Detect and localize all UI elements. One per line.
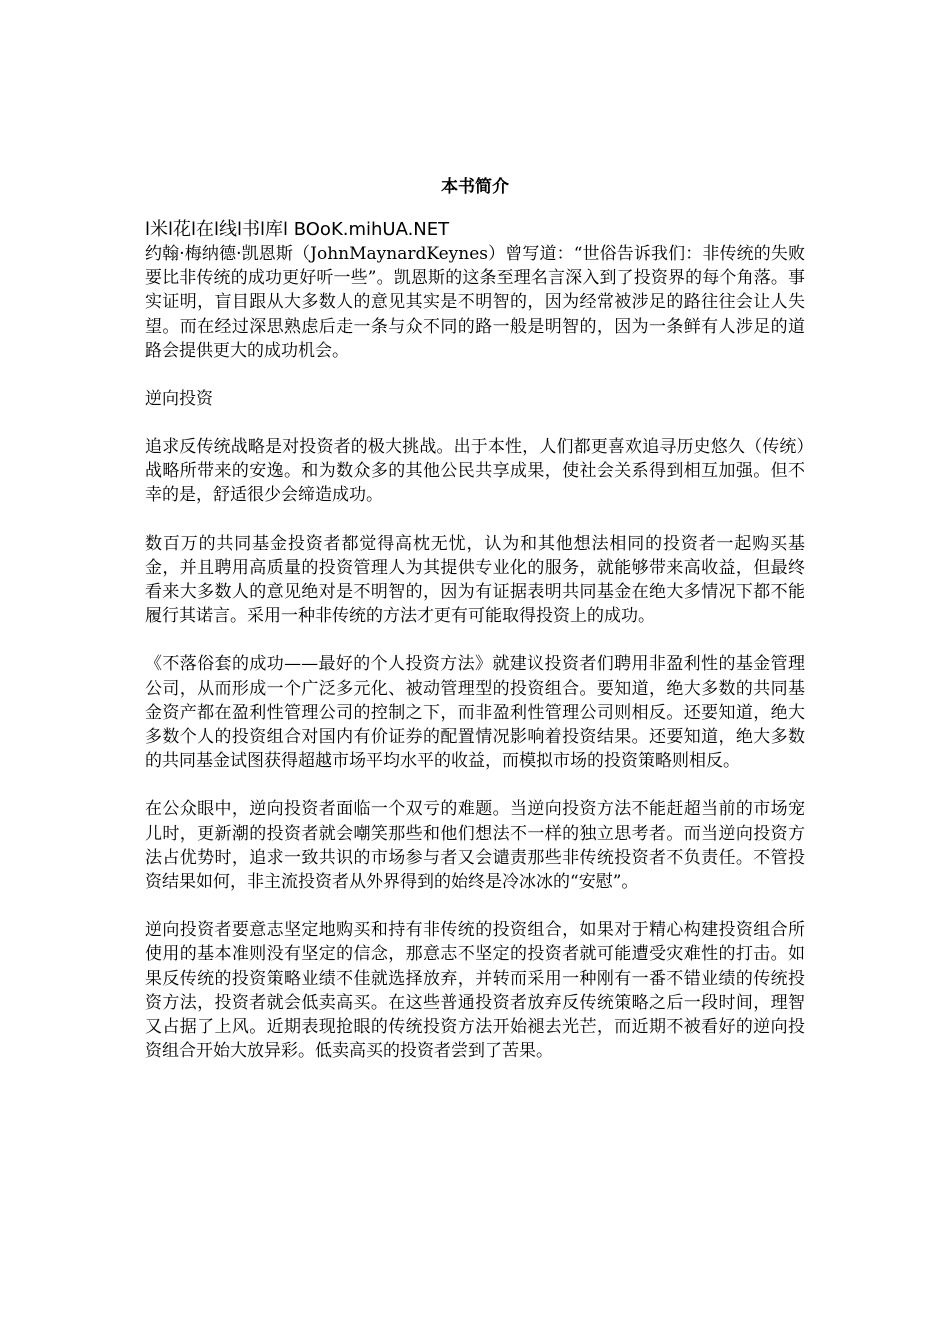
intro-paragraph: 约翰·梅纳德·凯恩斯（JohnMaynardKeynes）曾写道：“世俗告诉我们：非传统的失败要比非传统的成功更好听一些”。凯恩斯的这条至理名言深入到了投资界的每个角落。事实证明，盲目跟从大多数人的意见其实是不明智的，因为经常被涉足的路往往会让人失望。而在经过深思熟虑后走一条与众不同的路一般是明智的，因为一条鲜有人涉足的道路会提供更大的成功机会。 [145,244,805,361]
body-paragraph-1: 追求反传统战略是对投资者的极大挑战。出于本性，人们都更喜欢追寻历史悠久（传统）战略所带来的安逸。和为数众多的其他公民共享成果，使社会关系得到相互加强。但不幸的是，舒适很少会缔造成功。 [145,437,805,506]
document-title: 本书简介 [441,177,509,197]
section-heading: 逆向投资 [145,389,213,410]
body-paragraph-5: 逆向投资者要意志坚定地购买和持有非传统的投资组合，如果对于精心构建投资组合所使用的基本准则没有坚定的信念，那意志不坚定的投资者就可能遭受灾难性的打击。如果反传统的投资策略业绩不佳就选择放弃，并转而采用一种刚有一番不错业绩的传统投资方法，投资者就会低卖高买。在这些普通投资者放弃反传统策略之后一段时间，理智又占据了上风。近期表现抢眼的传统投资方法开始褪去光芒，而近期不被看好的逆向投资组合开始大放异彩。低卖高买的投资者尝到了苦果。 [145,920,805,1062]
body-paragraph-3: 《不落俗套的成功——最好的个人投资方法》就建议投资者们聘用非盈利性的基金管理公司，从而形成一个广泛多元化、被动管理型的投资组合。要知道，绝大多数的共同基金资产都在盈利性管理公司的控制之下，而非盈利性管理公司则相反。还要知道，绝大多数个人的投资组合对国内有价证券的配置情况影响着投资结果。还要知道，绝大多数的共同基金试图获得超越市场平均水平的收益，而模拟市场的投资策略则相反。 [145,654,805,772]
body-paragraph-4: 在公众眼中，逆向投资者面临一个双亏的难题。当逆向投资方法不能赶超当前的市场宠儿时，更新潮的投资者就会嘲笑那些和他们想法不一样的独立思考者。而当逆向投资方法占优势时，追求一致共识的市场参与者又会谴责那些非传统投资者不负责任。不管投资结果如何，非主流投资者从外界得到的始终是冷冰冰的“安慰”。 [145,799,805,893]
source-watermark-line: l米l花l在l线l书l库l BOoK.mihUA.NET [145,219,450,240]
document-page [145,174,805,1063]
body-paragraph-2: 数百万的共同基金投资者都觉得高枕无忧，认为和其他想法相同的投资者一起购买基金，并且聘用高质量的投资管理人为其提供专业化的服务，就能够带来高收益，但最终看来大多数人的意见绝对是不明智的，因为有证据表明共同基金在绝大多情况下都不能履行其诺言。采用一种非传统的方法才更有可能取得投资上的成功。 [145,533,805,627]
